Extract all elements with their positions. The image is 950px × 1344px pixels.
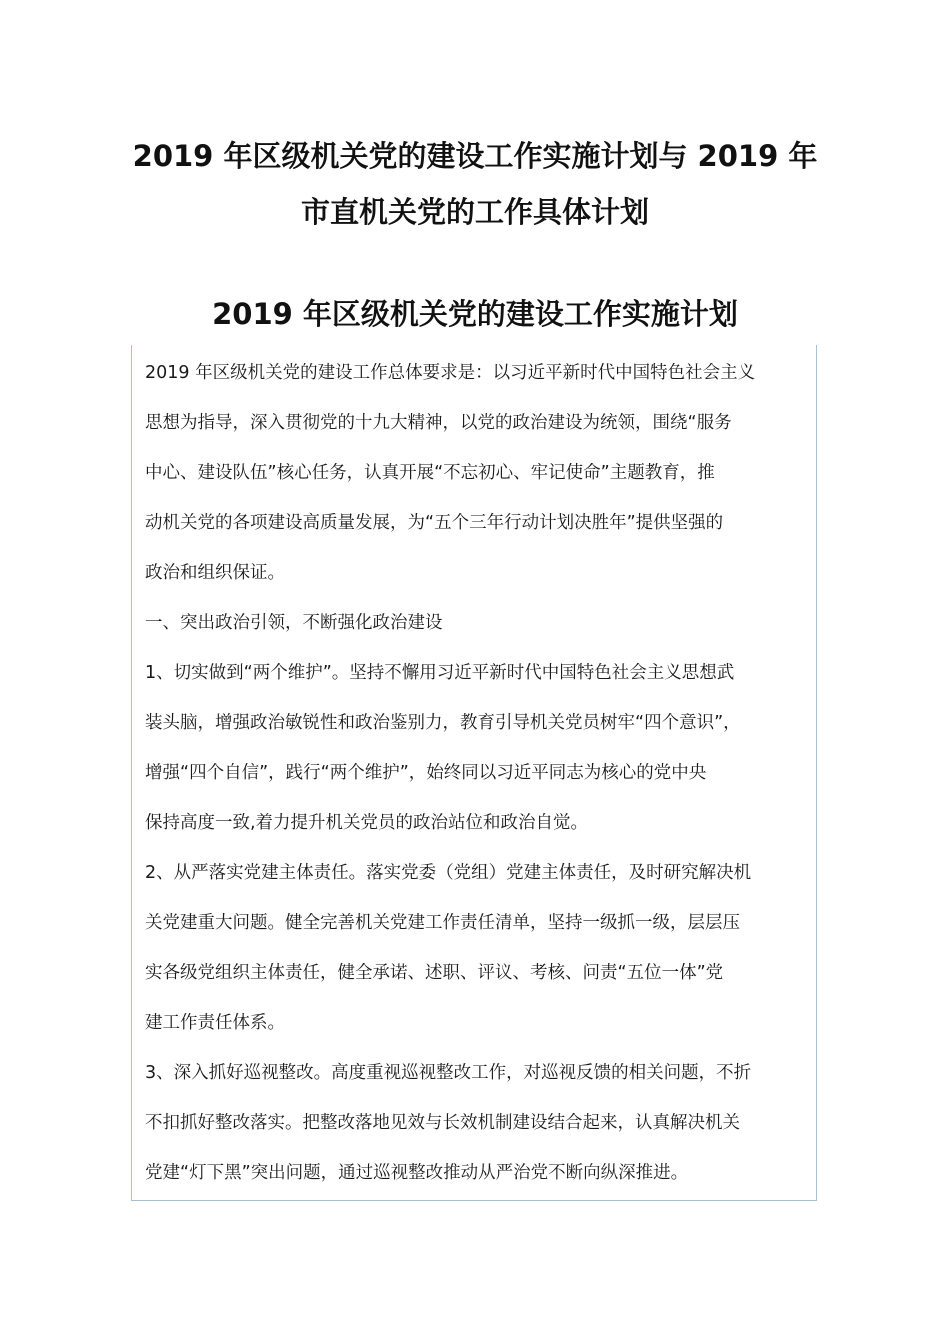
body-line: 思想为指导，深入贯彻党的十九大精神，以党的政治建设为统领，围绕“服务 <box>145 413 732 433</box>
body-line: 党建“灯下黑”突出问题，通过巡视整改推动从严治党不断向纵深推进。 <box>145 1163 689 1183</box>
body-line: 建工作责任体系。 <box>145 1013 285 1033</box>
body-line: 1、切实做到“两个维护”。坚持不懈用习近平新时代中国特色社会主义思想武 <box>145 663 735 683</box>
body-line: 中心、建设队伍”核心任务，认真开展“不忘初心、牢记使命”主题教育，推 <box>145 463 715 483</box>
body-line: 2019 年区级机关党的建设工作总体要求是：以习近平新时代中国特色社会主义 <box>145 363 756 383</box>
body-line: 保持高度一致,着力提升机关党员的政治站位和政治自觉。 <box>145 813 589 833</box>
body-line: 不扣抓好整改落实。把整改落地见效与长效机制建设结合起来，认真解决机关 <box>145 1113 740 1133</box>
body-line: 实各级党组织主体责任，健全承诺、述职、评议、考核、问责“五位一体”党 <box>145 963 724 983</box>
body-line: 增强“四个自信”，践行“两个维护”，始终同以习近平同志为核心的党中央 <box>145 763 707 783</box>
content-body <box>145 348 813 1198</box>
body-line: 一、突出政治引领，不断强化政治建设 <box>145 613 443 633</box>
body-line: 关党建重大问题。健全完善机关党建工作责任清单，坚持一级抓一级，层层压 <box>145 913 740 933</box>
document-title-line-1: 2019 年区级机关党的建设工作实施计划与 2019 年 <box>132 139 818 173</box>
body-line: 2、从严落实党建主体责任。落实党委（党组）党建主体责任，及时研究解决机 <box>145 863 752 883</box>
body-line: 装头脑，增强政治敏锐性和政治鉴别力，教育引导机关党员树牢“四个意识”， <box>145 713 741 733</box>
body-line: 3、深入抓好巡视整改。高度重视巡视整改工作，对巡视反馈的相关问题，不折 <box>145 1063 752 1083</box>
document-title <box>60 128 890 240</box>
document-title-line-2: 市直机关党的工作具体计划 <box>300 195 649 229</box>
body-line: 政治和组织保证。 <box>145 563 285 583</box>
section-heading: 2019 年区级机关党的建设工作实施计划 <box>212 297 738 331</box>
body-line: 动机关党的各项建设高质量发展，为“五个三年行动计划决胜年”提供坚强的 <box>145 513 724 533</box>
